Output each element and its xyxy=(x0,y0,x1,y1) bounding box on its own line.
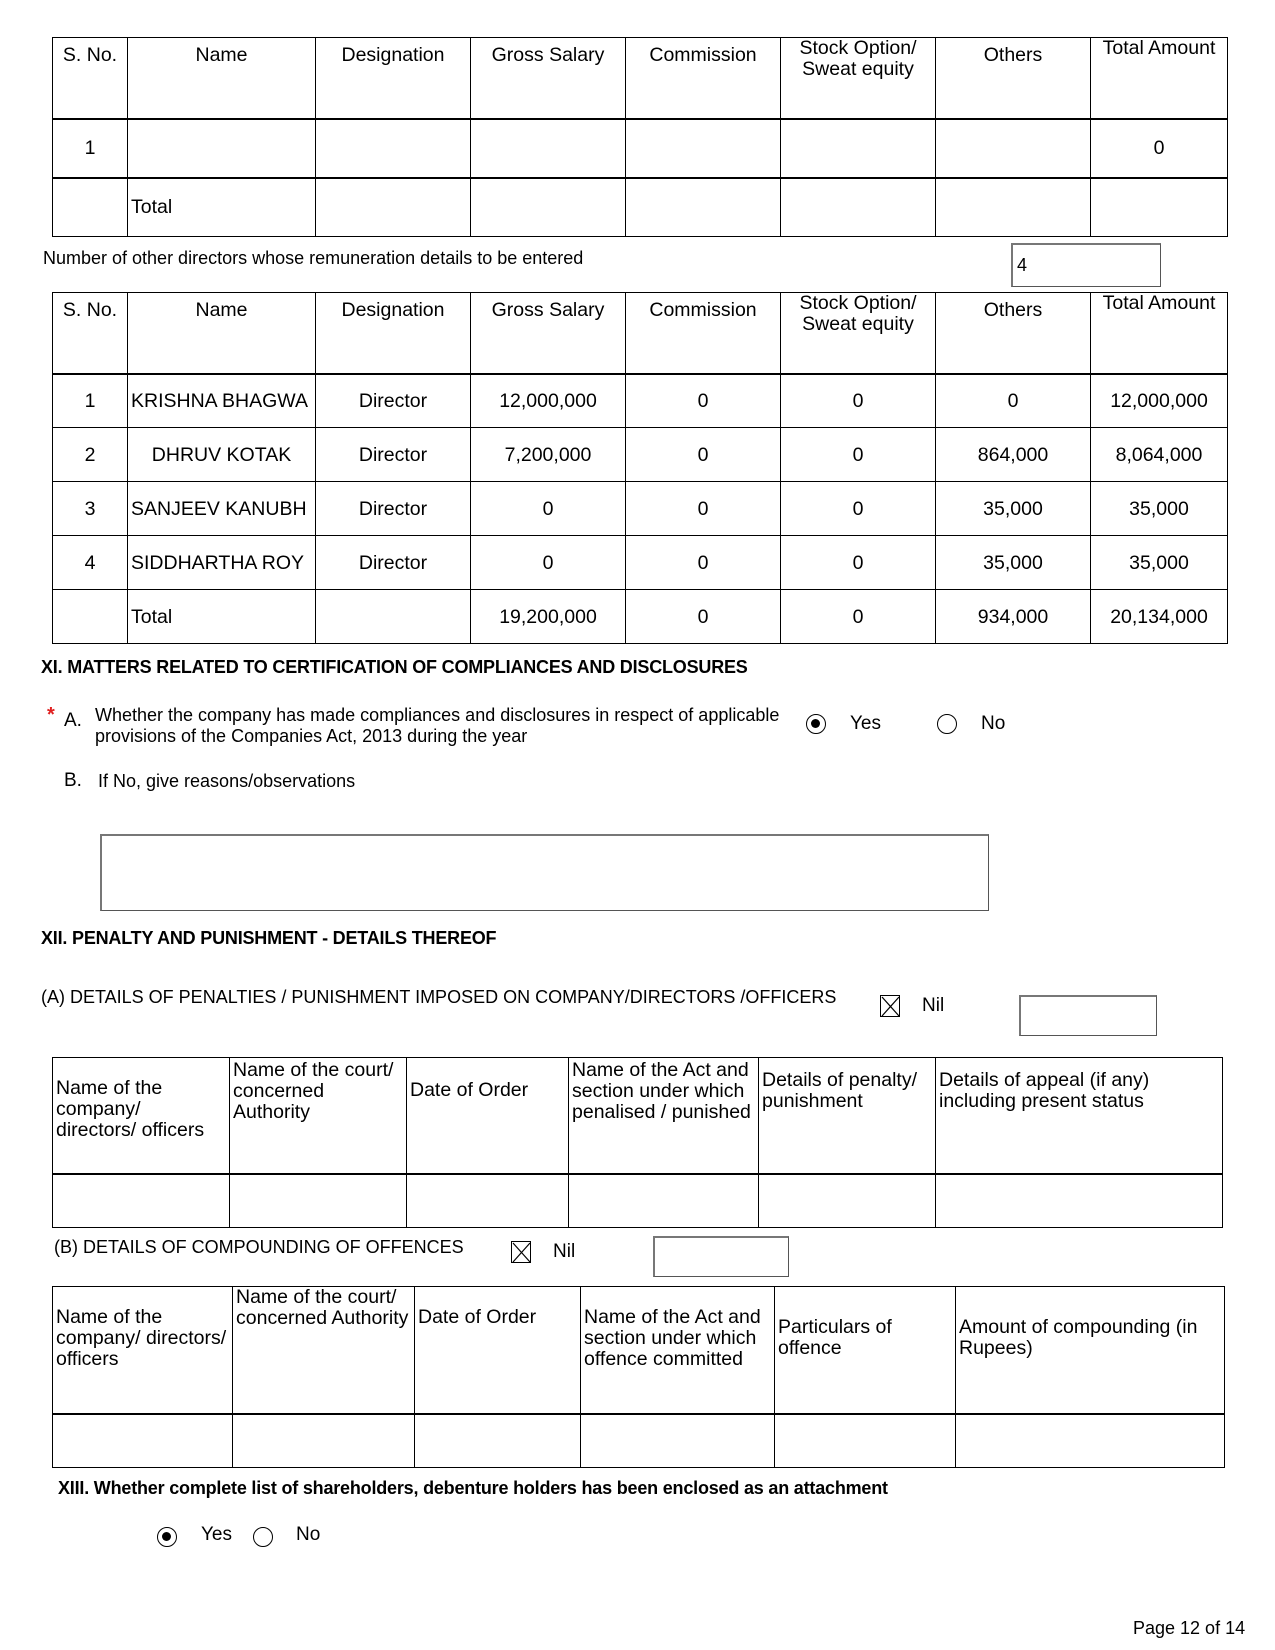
cell-gross-salary[interactable]: 0 xyxy=(471,536,626,590)
cell-act-section[interactable] xyxy=(581,1414,775,1468)
cell-designation[interactable]: Director xyxy=(316,536,471,590)
header-commission: Commission xyxy=(626,293,781,374)
table-row xyxy=(53,1174,1223,1228)
compounding-count-input[interactable] xyxy=(653,1236,789,1277)
header-total-amount: Total Amount xyxy=(1091,38,1228,119)
header-designation: Designation xyxy=(316,38,471,119)
header-others: Others xyxy=(936,293,1091,374)
cell-stock-option[interactable]: 0 xyxy=(781,482,936,536)
cell-sno: 4 xyxy=(53,536,128,590)
cell-total-amount: 35,000 xyxy=(1091,536,1228,590)
shareholders-list-yes-radio[interactable] xyxy=(157,1527,177,1547)
cell-gross-salary[interactable]: 7,200,000 xyxy=(471,428,626,482)
cell-total-label: Total xyxy=(128,178,316,237)
question-a-text-line1: Whether the company has made compliances and disclosures in respect of applicable xyxy=(95,705,780,725)
cell-others[interactable]: 35,000 xyxy=(936,536,1091,590)
cell-commission[interactable]: 0 xyxy=(626,374,781,428)
header-stock-option: Stock Option/ Sweat equity xyxy=(781,293,936,374)
header-sno: S. No. xyxy=(53,293,128,374)
cell-total-amount: 0 xyxy=(1091,119,1228,178)
section-xiii-title: XIII. Whether complete list of shareholders, debenture holders has been enclosed as an attachment xyxy=(58,1478,888,1498)
cell-stock-option xyxy=(781,178,936,237)
section-xii-title: XII. PENALTY AND PUNISHMENT - DETAILS THEREOF xyxy=(41,928,497,948)
cell-total-amount: 12,000,000 xyxy=(1091,374,1228,428)
cell-others[interactable]: 35,000 xyxy=(936,482,1091,536)
cell-designation[interactable]: Director xyxy=(316,428,471,482)
cell-stock-option[interactable]: 0 xyxy=(781,374,936,428)
cell-commission[interactable]: 0 xyxy=(626,428,781,482)
cell-name[interactable]: SIDDHARTHA ROY xyxy=(128,536,316,590)
cell-date-of-order[interactable] xyxy=(415,1414,581,1468)
header-gross-salary: Gross Salary xyxy=(471,38,626,119)
cell-gross-salary[interactable] xyxy=(471,119,626,178)
cell-amount[interactable] xyxy=(956,1414,1225,1468)
cell-name-company[interactable] xyxy=(53,1174,230,1228)
checkbox-x-icon xyxy=(512,1242,532,1264)
cell-commission[interactable]: 0 xyxy=(626,482,781,536)
md-remuneration-table xyxy=(52,37,1228,237)
page-number: Page 12 of 14 xyxy=(1133,1618,1246,1638)
compliance-yes-radio[interactable] xyxy=(806,714,826,734)
table-row xyxy=(53,119,1228,178)
header-gross-salary: Gross Salary xyxy=(471,293,626,374)
cell-others[interactable]: 864,000 xyxy=(936,428,1091,482)
penalties-count-input[interactable] xyxy=(1019,995,1157,1036)
cell-designation[interactable]: Director xyxy=(316,482,471,536)
header-penalty-details: Details of penalty/ punishment xyxy=(759,1058,936,1174)
cell-sno: 1 xyxy=(53,119,128,178)
cell-total-label: Total xyxy=(128,590,316,644)
table-total-row xyxy=(53,178,1228,237)
cell-act-section[interactable] xyxy=(569,1174,759,1228)
compliance-no-label: No xyxy=(981,713,1006,734)
header-others: Others xyxy=(936,38,1091,119)
header-sno: S. No. xyxy=(53,38,128,119)
header-name: Name xyxy=(128,293,316,374)
cell-gross-salary xyxy=(471,178,626,237)
table-header-row xyxy=(53,38,1228,119)
header-stock-option: Stock Option/ Sweat equity xyxy=(781,38,936,119)
cell-name[interactable]: KRISHNA BHAGWA xyxy=(128,374,316,428)
table-total-row xyxy=(53,590,1228,644)
section-xi-title: XI. MATTERS RELATED TO CERTIFICATION OF COMPLIANCES AND DISCLOSURES xyxy=(41,657,748,677)
header-amount: Amount of compounding (in Rupees) xyxy=(956,1287,1225,1414)
cell-court[interactable] xyxy=(230,1174,407,1228)
question-b-text: If No, give reasons/observations xyxy=(98,771,356,791)
question-a-label: A. xyxy=(64,710,82,731)
header-act-section: Name of the Act and section under which offence committed xyxy=(581,1287,775,1414)
cell-stock-option[interactable]: 0 xyxy=(781,536,936,590)
cell-sno: 3 xyxy=(53,482,128,536)
cell-sno: 2 xyxy=(53,428,128,482)
cell-total-amount: 8,064,000 xyxy=(1091,428,1228,482)
cell-name-company[interactable] xyxy=(53,1414,233,1468)
header-date-of-order: Date of Order xyxy=(415,1287,581,1414)
cell-date-of-order[interactable] xyxy=(407,1174,569,1228)
cell-designation xyxy=(316,590,471,644)
cell-designation xyxy=(316,178,471,237)
table-header-row xyxy=(53,1058,1223,1174)
penalties-table xyxy=(52,1057,1223,1228)
table-row xyxy=(53,482,1228,536)
cell-gross-salary: 19,200,000 xyxy=(471,590,626,644)
required-marker: * xyxy=(47,704,55,726)
compounding-title: (B) DETAILS OF COMPOUNDING OF OFFENCES xyxy=(54,1237,464,1257)
question-a-text xyxy=(95,705,779,747)
header-name-company: Name of the company/ directors/ officers xyxy=(53,1058,230,1174)
compliance-yes-label: Yes xyxy=(850,713,881,734)
cell-designation[interactable] xyxy=(316,119,471,178)
checkbox-x-icon xyxy=(881,996,901,1018)
other-directors-label: Number of other directors whose remuneration details to be entered xyxy=(43,248,584,268)
header-date-of-order: Date of Order xyxy=(407,1058,569,1174)
cell-appeal-details[interactable] xyxy=(936,1174,1223,1228)
cell-name[interactable]: SANJEEV KANUBH xyxy=(128,482,316,536)
question-a-text-line2: provisions of the Companies Act, 2013 during the year xyxy=(95,726,528,746)
compounding-table xyxy=(52,1286,1225,1468)
header-appeal-details: Details of appeal (if any) including present status xyxy=(936,1058,1223,1174)
cell-commission: 0 xyxy=(626,590,781,644)
cell-others xyxy=(936,178,1091,237)
shareholders-list-no-label: No xyxy=(296,1524,321,1545)
compounding-nil-label: Nil xyxy=(553,1241,576,1262)
cell-sno: 1 xyxy=(53,374,128,428)
cell-total-amount xyxy=(1091,178,1228,237)
cell-designation[interactable]: Director xyxy=(316,374,471,428)
directors-remuneration-table xyxy=(52,292,1228,644)
cell-sno xyxy=(53,178,128,237)
header-commission: Commission xyxy=(626,38,781,119)
cell-gross-salary[interactable]: 0 xyxy=(471,482,626,536)
cell-total-amount: 35,000 xyxy=(1091,482,1228,536)
cell-others: 934,000 xyxy=(936,590,1091,644)
cell-gross-salary[interactable]: 12,000,000 xyxy=(471,374,626,428)
penalties-nil-label: Nil xyxy=(922,995,945,1016)
cell-sno xyxy=(53,590,128,644)
header-total-amount: Total Amount xyxy=(1091,293,1228,374)
header-act-section: Name of the Act and section under which penalised / punished xyxy=(569,1058,759,1174)
cell-commission[interactable] xyxy=(626,119,781,178)
penalties-nil-checkbox[interactable] xyxy=(880,995,900,1017)
other-directors-count-input[interactable] xyxy=(1011,243,1161,287)
cell-name[interactable] xyxy=(128,119,316,178)
compounding-nil-checkbox[interactable] xyxy=(511,1241,531,1263)
cell-stock-option: 0 xyxy=(781,590,936,644)
cell-others[interactable]: 0 xyxy=(936,374,1091,428)
shareholders-list-yes-label: Yes xyxy=(201,1524,232,1545)
cell-court[interactable] xyxy=(233,1414,415,1468)
cell-name[interactable]: DHRUV KOTAK xyxy=(128,428,316,482)
cell-commission xyxy=(626,178,781,237)
table-row xyxy=(53,428,1228,482)
table-header-row xyxy=(53,1287,1225,1414)
table-header-row xyxy=(53,293,1228,374)
header-name-company: Name of the company/ directors/ officers xyxy=(53,1287,233,1414)
penalties-title: (A) DETAILS OF PENALTIES / PUNISHMENT IMPOSED ON COMPANY/DIRECTORS /OFFICERS xyxy=(41,987,837,1007)
table-row xyxy=(53,1414,1225,1468)
header-name: Name xyxy=(128,38,316,119)
header-designation: Designation xyxy=(316,293,471,374)
question-b-label: B. xyxy=(64,770,82,791)
header-court: Name of the court/ concerned Authority xyxy=(230,1058,407,1174)
cell-total-amount: 20,134,000 xyxy=(1091,590,1228,644)
cell-penalty-details[interactable] xyxy=(759,1174,936,1228)
shareholders-list-no-radio[interactable] xyxy=(253,1527,273,1547)
table-row xyxy=(53,374,1228,428)
cell-stock-option[interactable] xyxy=(781,119,936,178)
cell-stock-option[interactable]: 0 xyxy=(781,428,936,482)
table-row xyxy=(53,536,1228,590)
other-directors-count-value: 4 xyxy=(1017,255,1028,275)
cell-others[interactable] xyxy=(936,119,1091,178)
cell-particulars[interactable] xyxy=(775,1414,956,1468)
cell-commission[interactable]: 0 xyxy=(626,536,781,590)
compliance-no-radio[interactable] xyxy=(937,714,957,734)
header-particulars: Particulars of offence xyxy=(775,1287,956,1414)
reasons-observations-textarea[interactable] xyxy=(100,834,989,911)
header-court: Name of the court/ concerned Authority xyxy=(233,1287,415,1414)
